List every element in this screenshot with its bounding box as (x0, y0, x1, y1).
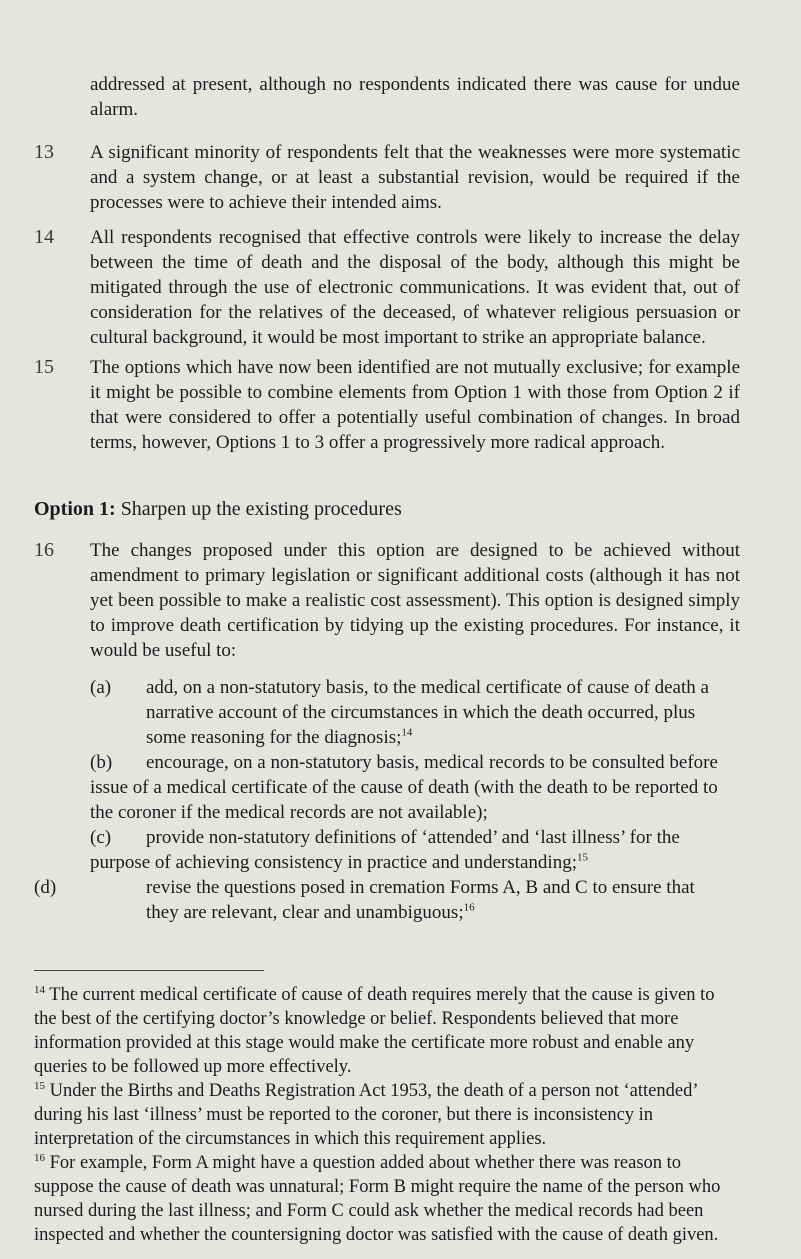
list-item-label: (d) (34, 877, 57, 898)
footnote-number: 16 (34, 1151, 45, 1164)
footnote-ref: 16 (463, 901, 475, 914)
paragraph-number: 14 (34, 226, 54, 248)
paragraph-number: 13 (34, 141, 54, 163)
list-item (90, 750, 730, 825)
section-heading (34, 497, 402, 521)
paragraph-text: The options which have now been identified are not mutually exclusive; for example it might be possible to combine elements from Option 1 with those from Option 2 if that were considered to offer a potentially useful combination of changes. In broad terms, however, Options 1 to 3 offer a progressively more radical approach. (90, 357, 740, 453)
list-item (90, 825, 730, 875)
heading-label: Option 1: (34, 498, 116, 520)
paragraph-text: A significant minority of respondents felt that the weaknesses were more systematic and a system change, or at least a substantial revision, would be required if the processes were to achieve their intended aims. (90, 142, 740, 213)
paragraph-15 (34, 355, 740, 455)
paragraph-number: 15 (34, 356, 54, 378)
paragraph-text: The changes proposed under this option are designed to be achieved without amendment to primary legislation or significant additional costs (although it has not yet been possible to make a realistic cost assessment). This option is designed simply to improve death certification by tidying up the existing procedures. For instance, it would be useful to: (90, 540, 740, 661)
list-item-text: provide non-statutory definitions of ‘attended’ and ‘last illness’ for the purpose of achieving consistency in practice and understanding; (90, 827, 680, 873)
heading-text: Sharpen up the existing procedures (120, 498, 402, 520)
list-item-text: revise the questions posed in cremation Forms A, B and C to ensure that they are relevant, clear and unambiguous; (146, 877, 695, 923)
paragraph-number: 16 (34, 539, 54, 561)
footnotes (34, 983, 740, 1247)
option-list (34, 675, 730, 925)
list-item-label: (b) (90, 752, 113, 773)
footnote-number: 15 (34, 1079, 45, 1092)
paragraph-16 (34, 538, 740, 663)
footnote-ref: 14 (401, 726, 413, 739)
footnote-divider (34, 970, 264, 971)
footnote-text: For example, Form A might have a question added about whether there was reason to suppose the cause of death was unnatural; Form B might require the name of the person who nursed during the last illness; and Form C could ask whether the medical records had been inspected and whether the countersigning doctor was satisfied with the cause of death given. (34, 1153, 721, 1245)
list-item (90, 675, 730, 750)
list-item (34, 875, 730, 925)
footnote-number: 14 (34, 983, 45, 996)
footnote-text: Under the Births and Deaths Registration Act 1953, the death of a person not ‘attended’ during his last ‘illness’ must be reported to the coroner, but there is inconsistency in interpretation of the circumstances in which this requirement applies. (34, 1081, 698, 1149)
continuation-text: addressed at present, although no respondents indicated there was cause for undue alarm. (90, 74, 740, 120)
list-item-label: (a) (90, 677, 112, 698)
list-item-label: (c) (90, 827, 112, 848)
footnote (34, 1079, 740, 1151)
footnote-text: The current medical certificate of cause of death requires merely that the cause is given to the best of the certifying doctor’s knowledge or belief. Respondents believed that more information provided at this stage would make the certificate more robust and enable any queries to be followed up more effectively. (34, 985, 715, 1077)
footnote (34, 1151, 740, 1247)
paragraph-14 (34, 225, 740, 350)
list-item-text: add, on a non-statutory basis, to the medical certificate of cause of death a narrative account of the circumstances in which the death occurred, plus some reasoning for the diagnosis; (146, 677, 709, 748)
footnote-ref: 15 (577, 851, 588, 864)
list-item-text: encourage, on a non-statutory basis, medical records to be consulted before issue of a medical certificate of the cause of death (with the death to be reported to the coroner if the medical records are not available); (90, 752, 718, 823)
footnote (34, 983, 740, 1079)
paragraph-13 (34, 140, 740, 215)
paragraph-text: All respondents recognised that effective controls were likely to increase the delay between the time of death and the disposal of the body, although this might be mitigated through the use of electronic communications. It was evident that, out of consideration for the relatives of the deceased, of whatever religious persuasion or cultural background, it would be most important to strike an appropriate balance. (90, 227, 740, 348)
